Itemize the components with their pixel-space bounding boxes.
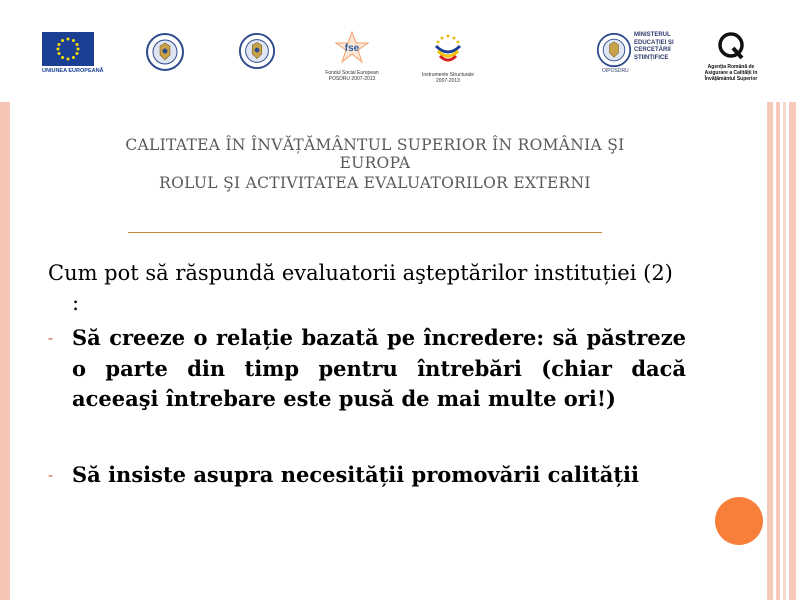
government-seal-icon (145, 32, 185, 72)
fse-caption-1: Fondul Social European (325, 70, 379, 76)
bullet-dash-icon: - (48, 329, 54, 347)
bullet-text: Să creeze o relație bazată pe încredere: să păstreze o parte din timp pentru întrebări (chiar dacă aceeaşi întrebare este pusă de mai multe ori!) (72, 325, 686, 411)
title-divider (128, 232, 602, 233)
bullet-dash-icon: - (48, 465, 54, 484)
left-accent-stripe (0, 102, 10, 600)
ministry-name-4: ȘTIINȚIFICE (634, 54, 669, 61)
bullet-text: Să insiste asupra necesității promovării calității (72, 461, 639, 487)
orange-circle-icon (715, 497, 763, 545)
fse-logo (322, 30, 382, 82)
bullet-item (48, 323, 686, 415)
ministry-seal-icon (596, 32, 632, 68)
ministry-name-2: EDUCAȚIEI ȘI (634, 39, 674, 46)
structural-instruments-icon (428, 30, 468, 68)
is-caption-2: 2007-2013 (436, 78, 460, 84)
slide-title (60, 133, 690, 195)
right-stripe-2 (776, 102, 780, 600)
ministry-name-1: MINISTERUL (634, 32, 671, 38)
is-caption-1: Instrumente Structurale (422, 72, 474, 78)
ministry-logo (596, 32, 676, 74)
government-seal-icon (238, 32, 276, 70)
slide-body (48, 258, 686, 490)
aracis-q-icon (716, 30, 746, 60)
fse-mark: fse (344, 43, 360, 54)
bullet-item (48, 460, 686, 491)
ministry-name-3: CERCETĂRII (634, 47, 671, 53)
aracis-logo (702, 30, 760, 82)
title-line-1: CALITATEA ÎN ÎNVĂȚĂMÂNTUL SUPERIOR ÎN ROMÂNIA ŞI (125, 136, 625, 154)
right-stripe-4 (789, 102, 796, 600)
right-stripe-1 (767, 102, 773, 600)
title-line-2: EUROPA (339, 154, 411, 172)
ministry-caption: OIPOSDRU (602, 68, 629, 74)
title-line-3: ROLUL ŞI ACTIVITATEA EVALUATORILOR EXTERNI (159, 174, 591, 192)
aracis-caption-3: Învățământul Superior (704, 76, 758, 82)
eu-flag-icon (42, 32, 94, 66)
right-stripe-3 (783, 102, 786, 600)
instrumente-structurale-logo (418, 30, 478, 84)
logo-banner (0, 0, 800, 100)
aracis-caption-1: Agenția Română de (707, 64, 755, 70)
aracis-caption-2: Asigurare a Calității în (704, 70, 758, 76)
intro-text: Cum pot să răspundă evaluatorii aşteptărilor instituției (2) : (48, 261, 673, 315)
romania-government-seal (145, 32, 185, 76)
romania-government-seal-2 (238, 32, 276, 74)
eu-logo (42, 32, 104, 74)
eu-caption: UNIUNEA EUROPEANĂ (42, 68, 104, 74)
fse-star-icon (332, 30, 372, 66)
fse-caption-2: POSDRU 2007-2013 (328, 76, 376, 82)
